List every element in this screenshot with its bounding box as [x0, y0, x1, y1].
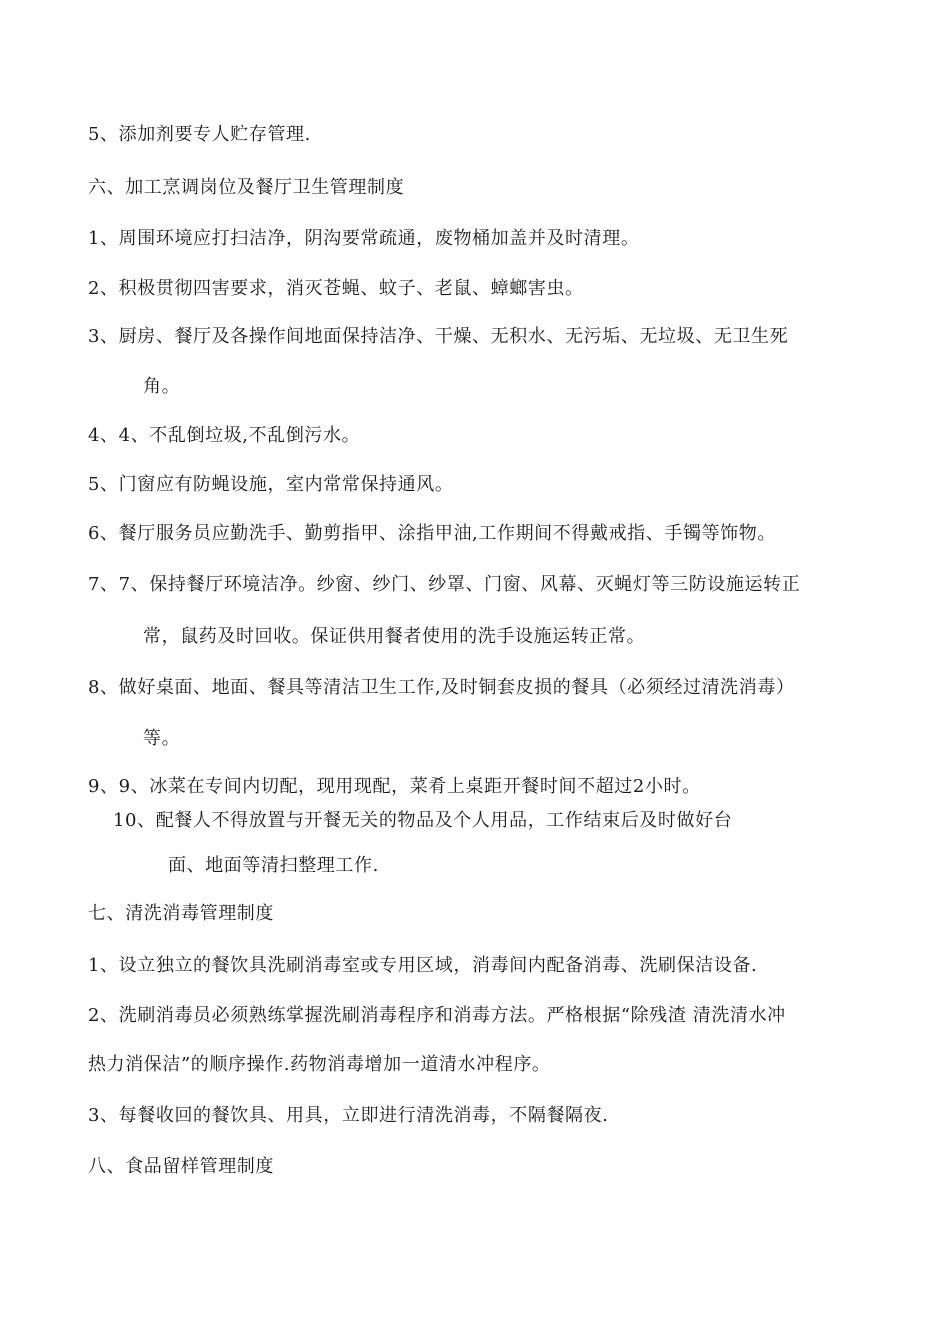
item-8-tableware: 8、做好桌面、地面、餐具等清洁卫生工作,及时铜套皮损的餐具（必须经过清洗消毒） — [88, 677, 795, 698]
item-2-disinfection-procedure: 2、洗刷消毒员必须熟练掌握洗刷消毒程序和消毒方法。严格根据“除残渣 清洗清水冲 — [88, 1005, 786, 1026]
section-8-heading: 八、食品留样管理制度 — [88, 1156, 274, 1177]
item-10-continuation: 面、地面等清扫整理工作. — [168, 855, 379, 876]
item-5-additive-storage: 5、添加剂要专人贮存管理. — [88, 124, 311, 145]
item-2-continuation: 热力消保洁”的顺序操作.药物消毒增加一道清水冲程序。 — [88, 1054, 551, 1075]
item-5-fly-screens: 5、门窗应有防蝇设施，室内常常保持通风。 — [88, 474, 454, 495]
item-2-four-pests: 2、积极贯彻四害要求，消灭苍蝇、蚊子、老鼠、蟑螂害虫。 — [88, 278, 584, 299]
section-7-heading: 七、清洗消毒管理制度 — [88, 903, 274, 924]
item-9-cold-dishes: 9、9、冰菜在专间内切配，现用现配，菜肴上桌距开餐时间不超过2小时。 — [88, 776, 701, 797]
item-10-food-prep: 10、配餐人不得放置与开餐无关的物品及个人用品，工作结束后及时做好台 — [113, 810, 733, 831]
item-3-floor-clean: 3、厨房、餐厅及各操作间地面保持洁净、干燥、无积水、无污垢、无垃圾、无卫生死 — [88, 326, 789, 347]
item-8-continuation: 等。 — [143, 728, 181, 749]
item-1-environment: 1、周围环境应打扫洁净，阴沟要常疏通，废物桶加盖并及时清理。 — [88, 228, 640, 249]
item-7-continuation: 常，鼠药及时回收。保证供用餐者使用的洗手设施运转正常。 — [143, 626, 646, 647]
item-7-dining-clean: 7、7、保持餐厅环境洁净。纱窗、纱门、纱罩、门窗、风幕、灭蝇灯等三防设施运转正 — [88, 574, 801, 595]
item-4-no-littering: 4、4、不乱倒垃圾,不乱倒污水。 — [88, 425, 361, 446]
item-3-same-meal-cleaning: 3、每餐收回的餐饮具、用具，立即进行清洗消毒，不隔餐隔夜. — [88, 1105, 609, 1126]
item-6-staff-hygiene: 6、餐厅服务员应勤洗手、勤剪指甲、涂指甲油,工作期间不得戴戒指、手镯等饰物。 — [88, 523, 776, 544]
section-6-heading: 六、加工烹调岗位及餐厅卫生管理制度 — [88, 177, 405, 198]
item-1-disinfection-room: 1、设立独立的餐饮具洗刷消毒室或专用区域，消毒间内配备消毒、洗刷保洁设备. — [88, 955, 758, 976]
item-3-continuation: 角。 — [143, 376, 181, 397]
